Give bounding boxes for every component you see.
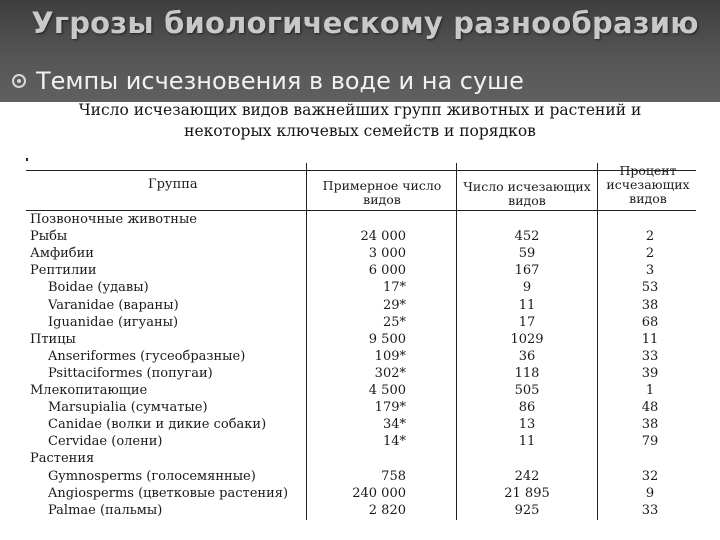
endangered-cell: 505 xyxy=(514,383,540,398)
endangered-cell: 86 xyxy=(518,400,536,415)
column-divider xyxy=(456,163,457,520)
bullet-text: Темпы исчезновения в воде и на суше xyxy=(36,67,524,95)
group-cell: Boidae (удавы) xyxy=(48,280,149,295)
group-cell: Амфибии xyxy=(30,246,94,261)
endangered-cell: 59 xyxy=(518,246,536,261)
endangered-cell: 242 xyxy=(514,469,540,484)
group-cell: Psittaciformes (попугаи) xyxy=(48,366,213,381)
approx-species-cell: 14* xyxy=(382,434,406,449)
approx-species-cell: 179* xyxy=(374,400,406,415)
bullet-item xyxy=(12,64,524,98)
endangered-cell: 21 895 xyxy=(504,486,550,501)
endangered-cell: 452 xyxy=(514,229,540,244)
approx-species-cell: 240 000 xyxy=(352,486,406,501)
approx-species-cell: 758 xyxy=(381,469,406,484)
percent-cell: 33 xyxy=(641,349,659,364)
percent-cell: 2 xyxy=(645,246,655,261)
approx-species-cell: 29* xyxy=(382,298,406,313)
header-endangered: Число исчезающих видов xyxy=(463,179,591,208)
endangered-cell: 1029 xyxy=(510,332,544,347)
header-percent: Процент исчезающих видов xyxy=(606,163,690,206)
percent-cell: 1 xyxy=(645,383,655,398)
percent-cell: 2 xyxy=(645,229,655,244)
group-cell: Рыбы xyxy=(30,229,68,244)
endangered-cell: 11 xyxy=(518,434,536,449)
table-caption-line: Число исчезающих видов важнейших групп животных и растений и xyxy=(78,101,642,119)
endangered-cell: 17 xyxy=(518,315,536,330)
table-caption xyxy=(40,100,680,142)
percent-cell: 9 xyxy=(645,486,655,501)
percent-cell: 38 xyxy=(641,298,659,313)
slide-header xyxy=(0,0,720,102)
approx-species-cell: 34* xyxy=(382,417,406,432)
endangered-cell: 13 xyxy=(518,417,536,432)
group-cell: Позвоночные животные xyxy=(30,212,197,227)
table-top-rule xyxy=(26,170,696,171)
group-cell: Palmae (пальмы) xyxy=(48,503,163,518)
approx-species-cell: 9 500 xyxy=(368,332,406,347)
circle-bullet-icon xyxy=(12,74,26,88)
approx-species-cell: 24 000 xyxy=(360,229,406,244)
approx-species-cell: 109* xyxy=(374,349,406,364)
group-cell: Iguanidae (игуаны) xyxy=(48,315,179,330)
header-approx-species: Примерное число видов xyxy=(322,178,442,207)
approx-species-cell: 6 000 xyxy=(368,263,406,278)
approx-species-cell: 17* xyxy=(382,280,406,295)
table-header-rule xyxy=(26,210,696,211)
endangered-cell: 36 xyxy=(518,349,536,364)
group-cell: Cervidae (олени) xyxy=(48,434,163,449)
group-cell: Marsupialia (сумчатые) xyxy=(48,400,208,415)
percent-cell: 53 xyxy=(641,280,659,295)
group-cell: Canidae (волки и дикие собаки) xyxy=(48,417,267,432)
group-cell: Gymnosperms (голосемянные) xyxy=(48,469,256,484)
margin-mark xyxy=(26,158,28,161)
endangered-cell: 11 xyxy=(518,298,536,313)
endangered-cell: 9 xyxy=(522,280,532,295)
group-cell: Angiosperms (цветковые растения) xyxy=(48,486,289,501)
percent-cell: 79 xyxy=(641,434,659,449)
group-cell: Varanidae (вараны) xyxy=(48,298,179,313)
percent-cell: 68 xyxy=(641,315,659,330)
group-cell: Птицы xyxy=(30,332,76,347)
endangered-cell: 925 xyxy=(514,503,540,518)
slide-title: Угрозы биологическому разнообразию xyxy=(31,6,699,40)
endangered-cell: 167 xyxy=(514,263,540,278)
endangered-cell: 118 xyxy=(514,366,540,381)
approx-species-cell: 302* xyxy=(374,366,406,381)
approx-species-cell: 3 000 xyxy=(368,246,406,261)
approx-species-cell: 4 500 xyxy=(368,383,406,398)
header-group: Группа xyxy=(148,177,198,192)
approx-species-cell: 2 820 xyxy=(368,503,406,518)
group-cell: Anseriformes (гусеобразные) xyxy=(48,349,246,364)
percent-cell: 48 xyxy=(641,400,659,415)
group-cell: Млекопитающие xyxy=(30,383,148,398)
group-cell: Рептилии xyxy=(30,263,97,278)
percent-cell: 33 xyxy=(641,503,659,518)
percent-cell: 11 xyxy=(641,332,659,347)
percent-cell: 38 xyxy=(641,417,659,432)
percent-cell: 32 xyxy=(641,469,659,484)
percent-cell: 39 xyxy=(641,366,659,381)
approx-species-cell: 25* xyxy=(382,315,406,330)
percent-cell: 3 xyxy=(645,263,655,278)
group-cell: Растения xyxy=(30,451,95,466)
table-caption-line: некоторых ключевых семейств и порядков xyxy=(184,122,536,140)
